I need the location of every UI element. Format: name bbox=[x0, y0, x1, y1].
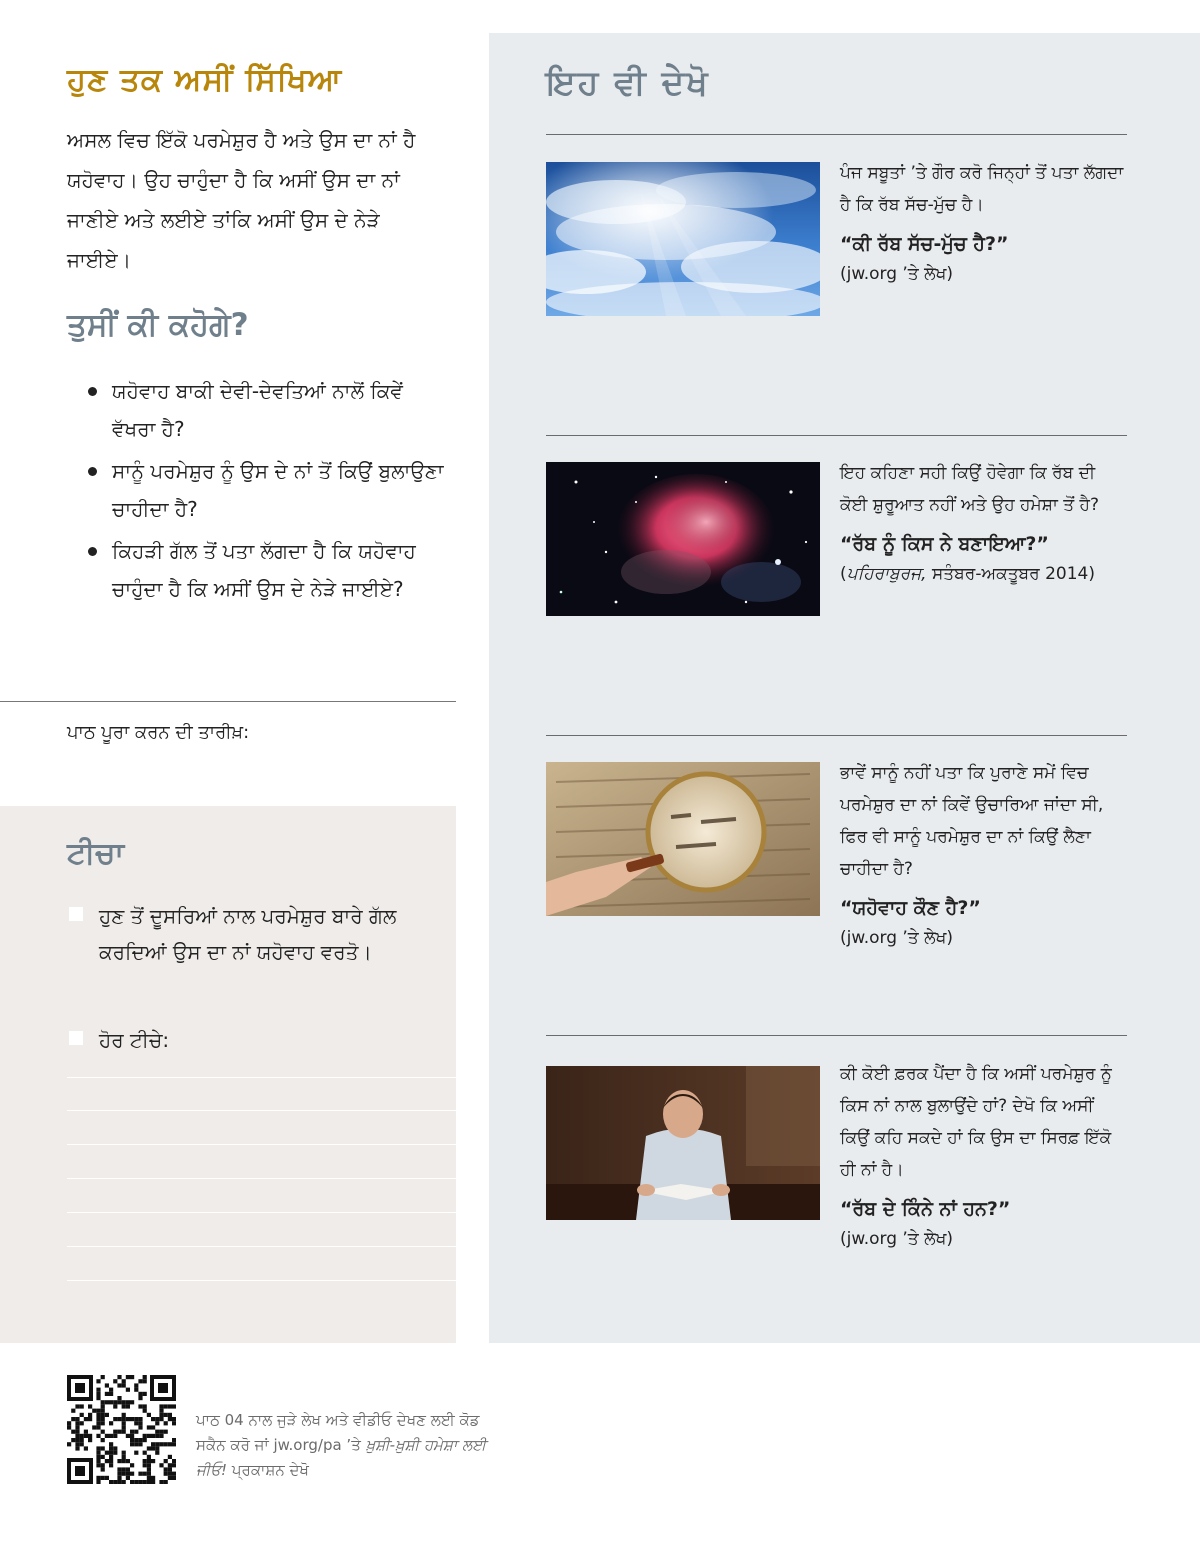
write-in-line[interactable] bbox=[67, 1144, 456, 1145]
goal-item bbox=[67, 1022, 427, 1058]
question-item: ਸਾਨੂੰ ਪਰਮੇਸ਼ੁਰ ਨੂੰ ਉਸ ਦੇ ਨਾਂ ਤੋਂ ਕਿਉਂ ਬੁਲਾਉਣਾ ਚਾਹੀਦਾ ਹੈ? bbox=[88, 452, 448, 528]
learned-summary: ਅਸਲ ਵਿਚ ਇੱਕੋ ਪਰਮੇਸ਼ੁਰ ਹੈ ਅਤੇ ਉਸ ਦਾ ਨਾਂ ਹੈ ਯਹੋਵਾਹ। ਉਹ ਚਾਹੁੰਦਾ ਹੈ ਕਿ ਅਸੀਂ ਉਸ ਦਾ ਨਾਂ ਜਾਣੀਏ ਅਤੇ ਲਈਏ ਤਾਂਕਿ ਅਸੀਂ ਉਸ ਦੇ ਨੇੜੇ ਜਾਈਏ। bbox=[67, 128, 416, 272]
question-item: ਯਹੋਵਾਹ ਬਾਕੀ ਦੇਵੀ-ਦੇਵਤਿਆਂ ਨਾਲੋਂ ਕਿਵੇਂ ਵੱਖਰਾ ਹੈ? bbox=[88, 372, 448, 448]
nebula-image[interactable] bbox=[546, 462, 820, 616]
see-also-item bbox=[840, 157, 1125, 289]
item-title-link[interactable]: “ਰੱਬ ਦੇ ਕਿੰਨੇ ਨਾਂ ਹਨ?” bbox=[840, 1198, 1011, 1220]
goal-panel bbox=[0, 806, 456, 1343]
item-description: ਭਾਵੇਂ ਸਾਨੂੰ ਨਹੀਂ ਪਤਾ ਕਿ ਪੁਰਾਣੇ ਸਮੇਂ ਵਿਚ ਪਰਮੇਸ਼ੁਰ ਦਾ ਨਾਂ ਕਿਵੇਂ ਉਚਾਰਿਆ ਜਾਂਦਾ ਸੀ, ਫਿਰ ਵੀ ਸਾਨੂੰ ਪਰਮੇਸ਼ੁਰ ਦਾ ਨਾਂ ਕਿਉਂ ਲੈਣਾ ਚਾਹੀਦਾ ਹੈ? bbox=[840, 763, 1104, 879]
item-divider bbox=[546, 435, 1127, 436]
man-reading-image[interactable] bbox=[546, 1066, 820, 1220]
question-item: ਕਿਹੜੀ ਗੱਲ ਤੋਂ ਪਤਾ ਲੱਗਦਾ ਹੈ ਕਿ ਯਹੋਵਾਹ ਚਾਹੁੰਦਾ ਹੈ ਕਿ ਅਸੀਂ ਉਸ ਦੇ ਨੇੜੇ ਜਾਈਏ? bbox=[88, 532, 448, 608]
section-divider bbox=[0, 701, 456, 702]
item-title-link[interactable]: “ਰੱਬ ਨੂੰ ਕਿਸ ਨੇ ਬਣਾਇਆ?” bbox=[840, 533, 1049, 555]
see-also-heading: ਇਹ ਵੀ ਦੇਖੋ bbox=[546, 63, 710, 103]
item-divider bbox=[546, 134, 1127, 135]
footer-text-end: ਪ੍ਰਕਾਸ਼ਨ ਦੇਖੋ bbox=[227, 1461, 309, 1479]
see-also-item bbox=[840, 757, 1125, 953]
item-source-prefix: ( bbox=[840, 564, 847, 584]
item-source bbox=[840, 559, 1125, 589]
goal-checkbox[interactable] bbox=[69, 907, 83, 921]
magnifying-glass-hebrew-text-image[interactable] bbox=[546, 762, 820, 916]
item-source-date: ਸਤੰਬਰ-ਅਕਤੂਬਰ 2014) bbox=[926, 564, 1096, 584]
write-in-line[interactable] bbox=[67, 1246, 456, 1247]
goal-heading: ਟੀਚਾ bbox=[67, 836, 125, 871]
item-description: ਪੰਜ ਸਬੂਤਾਂ ’ਤੇ ਗੌਰ ਕਰੋ ਜਿਨ੍ਹਾਂ ਤੋਂ ਪਤਾ ਲੱਗਦਾ ਹੈ ਕਿ ਰੱਬ ਸੱਚ-ਮੁੱਚ ਹੈ। bbox=[840, 163, 1124, 215]
goal-item-label: ਹੋਰ ਟੀਚੇ: bbox=[99, 1028, 170, 1052]
see-also-item bbox=[840, 457, 1125, 589]
item-divider bbox=[546, 735, 1127, 736]
item-divider bbox=[546, 1035, 1127, 1036]
goal-item bbox=[67, 898, 427, 970]
item-source: (jw.org ’ਤੇ ਲੇਖ) bbox=[840, 1229, 953, 1249]
footer-publication-title: ਖ਼ੁਸ਼ੀ-ਖ਼ੁਸ਼ੀ ਹਮੇਸ਼ਾ ਲਈ ਜੀਓ! bbox=[196, 1436, 487, 1479]
footer-note bbox=[196, 1408, 506, 1483]
completion-date-label: ਪਾਠ ਪੂਰਾ ਕਰਨ ਦੀ ਤਾਰੀਖ਼: bbox=[67, 722, 250, 743]
item-source-publication: ਪਹਿਰਾਬੁਰਜ, bbox=[846, 564, 927, 584]
see-also-item bbox=[840, 1058, 1125, 1254]
item-title-link[interactable]: “ਯਹੋਵਾਹ ਕੌਣ ਹੈ?” bbox=[840, 897, 981, 919]
item-source: (jw.org ’ਤੇ ਲੇਖ) bbox=[840, 928, 953, 948]
qr-code[interactable] bbox=[67, 1375, 176, 1488]
footer-text: ਪਾਠ 04 ਨਾਲ ਜੁੜੇ ਲੇਖ ਅਤੇ ਵੀਡੀਓ ਦੇਖਣ ਲਈ ਕੋਡ ਸਕੈਨ ਕਰੋ ਜਾਂ jw.org/pa ’ਤੇ bbox=[196, 1411, 480, 1454]
write-in-line[interactable] bbox=[67, 1178, 456, 1179]
item-description: ਕੀ ਕੋਈ ਫ਼ਰਕ ਪੈਂਦਾ ਹੈ ਕਿ ਅਸੀਂ ਪਰਮੇਸ਼ੁਰ ਨੂੰ ਕਿਸ ਨਾਂ ਨਾਲ ਬੁਲਾਉਂਦੇ ਹਾਂ? ਦੇਖੋ ਕਿ ਅਸੀਂ ਕਿਉਂ ਕਹਿ ਸਕਦੇ ਹਾਂ ਕਿ ਉਸ ਦਾ ਸਿਰਫ਼ ਇੱਕੋ ਹੀ ਨਾਂ ਹੈ। bbox=[840, 1064, 1112, 1180]
sky-clouds-image[interactable] bbox=[546, 162, 820, 316]
item-source: (jw.org ’ਤੇ ਲੇਖ) bbox=[840, 264, 953, 284]
write-in-line[interactable] bbox=[67, 1110, 456, 1111]
goal-checkbox[interactable] bbox=[69, 1031, 83, 1045]
say-heading: ਤੁਸੀਂ ਕੀ ਕਹੋਗੇ? bbox=[67, 307, 249, 343]
item-title-link[interactable]: “ਕੀ ਰੱਬ ਸੱਚ-ਮੁੱਚ ਹੈ?” bbox=[840, 233, 1009, 255]
see-also-panel bbox=[489, 33, 1200, 1343]
item-description: ਇਹ ਕਹਿਣਾ ਸਹੀ ਕਿਉਂ ਹੋਵੇਗਾ ਕਿ ਰੱਬ ਦੀ ਕੋਈ ਸ਼ੁਰੂਆਤ ਨਹੀਂ ਅਤੇ ਉਹ ਹਮੇਸ਼ਾ ਤੋਂ ਹੈ? bbox=[840, 463, 1099, 515]
write-in-line[interactable] bbox=[67, 1212, 456, 1213]
write-in-line[interactable] bbox=[67, 1077, 456, 1078]
learned-heading: ਹੁਣ ਤਕ ਅਸੀਂ ਸਿੱਖਿਆ bbox=[67, 62, 343, 98]
question-list bbox=[88, 372, 448, 612]
write-in-line[interactable] bbox=[67, 1280, 456, 1281]
left-column bbox=[0, 0, 456, 1343]
goal-item-label: ਹੁਣ ਤੋਂ ਦੂਸਰਿਆਂ ਨਾਲ ਪਰਮੇਸ਼ੁਰ ਬਾਰੇ ਗੱਲ ਕਰਦਿਆਂ ਉਸ ਦਾ ਨਾਂ ਯਹੋਵਾਹ ਵਰਤੋ। bbox=[99, 904, 397, 964]
